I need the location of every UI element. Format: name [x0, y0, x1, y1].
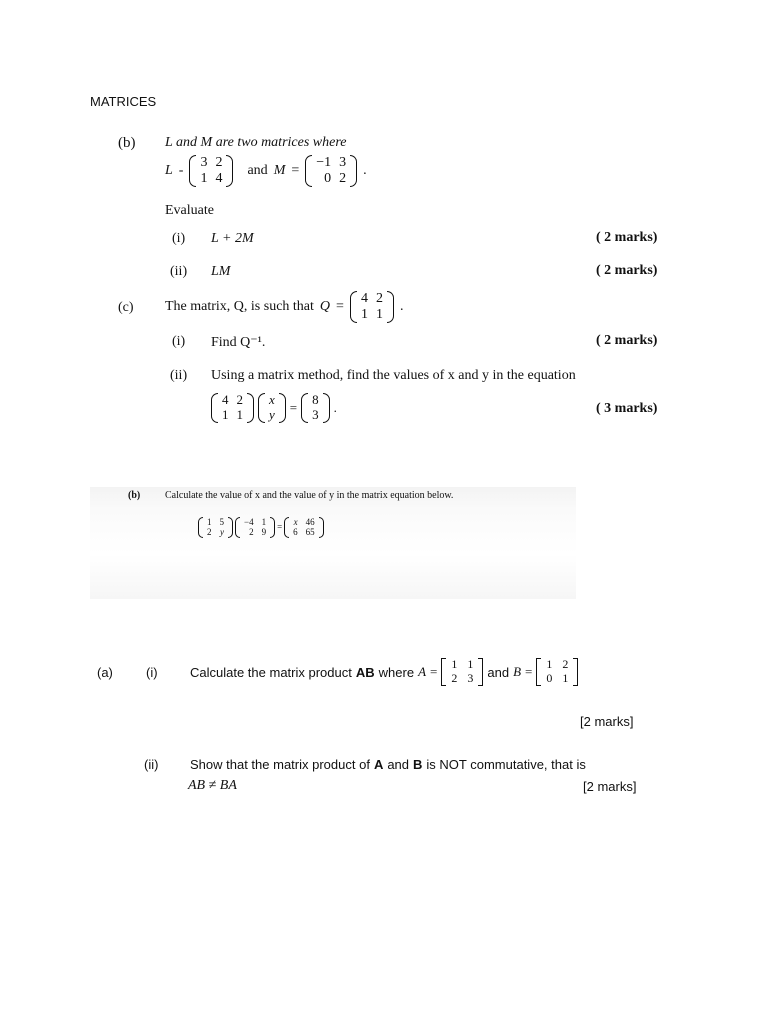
matrix-cell: 2 — [451, 671, 458, 685]
subq-a-i-label: (i) — [146, 665, 158, 680]
product-ab: AB — [355, 664, 375, 680]
matrix-equation — [211, 386, 337, 430]
matrix-a-ref: A — [373, 757, 384, 772]
matrix-b — [536, 658, 578, 686]
matrix-cell: 2 — [375, 290, 383, 306]
matrix-cell: −4 — [244, 517, 254, 527]
matrix-cell: −1 — [316, 155, 332, 170]
question-text: Show that the matrix product of — [190, 757, 370, 772]
subq-ii-expression: LM — [211, 264, 231, 279]
where-word: where — [378, 664, 415, 680]
matrix-constants — [301, 393, 330, 423]
matrix-cell: x — [293, 517, 298, 527]
subq-c-i-text: Find Q⁻¹. — [211, 335, 266, 350]
scanned-matrix-1 — [198, 517, 233, 538]
matrix-cell: 3 — [339, 155, 347, 170]
scanned-question-text: Calculate the value of x and the value of y in the matrix equation below. — [165, 490, 454, 501]
matrix-m — [305, 155, 357, 187]
matrix-a-name: A — [418, 664, 427, 679]
matrix-cell: 2 — [339, 171, 347, 187]
matrix-cell: 2 — [215, 155, 223, 170]
matrix-cell: 1 — [222, 407, 229, 422]
matrix-cell: 8 — [312, 392, 319, 408]
matrix-cell: 9 — [261, 527, 267, 538]
matrix-cell: 2 — [236, 392, 243, 408]
matrix-cell: 46 — [305, 517, 315, 527]
matrix-cell: y — [220, 527, 224, 538]
matrix-cell: 2 — [562, 657, 569, 672]
subq-i-label: (i) — [172, 231, 186, 246]
matrix-cell: 1 — [200, 171, 208, 187]
matrix-cell: 4 — [222, 392, 229, 408]
subq-ii-label: (ii) — [170, 264, 188, 279]
subq-c-i-label: (i) — [172, 334, 186, 349]
matrix-cell: 6 — [293, 527, 298, 538]
matrix-cell: 1 — [562, 671, 569, 685]
scanned-question-panel — [90, 487, 576, 599]
scanned-matrix-equation — [198, 517, 324, 538]
matrix-cell: 0 — [324, 171, 332, 187]
matrix-cell: 1 — [546, 657, 553, 672]
matrix-cell: 1 — [261, 517, 267, 527]
subq-c-i-marks: ( 2 marks) — [596, 333, 658, 348]
matrix-cell: 1 — [207, 517, 212, 527]
matrix-cell: y — [269, 407, 275, 422]
equals-sign: = — [336, 299, 344, 314]
commutative-question — [190, 757, 586, 772]
equals-sign: - — [178, 163, 184, 179]
matrix-cell: 3 — [312, 407, 319, 422]
subq-c-ii-text: Using a matrix method, find the values of x and y in the equation — [211, 368, 576, 383]
matrix-cell: x — [269, 392, 275, 408]
matrix-cell: 1 — [451, 657, 458, 672]
matrix-product-question — [190, 655, 578, 689]
matrix-m-name: M — [273, 163, 286, 179]
matrices-definition — [165, 155, 367, 187]
matrix-coefficients — [211, 393, 254, 423]
question-text: Calculate the matrix product — [190, 664, 352, 680]
and-word: and — [247, 163, 268, 179]
equals-sign: = — [430, 664, 438, 679]
period: . — [363, 163, 367, 179]
matrix-cell: 2 — [249, 527, 254, 538]
subq-i-expression: L + 2M — [211, 231, 254, 246]
scanned-question-label: (b) — [128, 490, 141, 501]
matrix-cell: 3 — [200, 155, 208, 170]
subq-c-ii-marks: ( 3 marks) — [596, 401, 658, 416]
question-text: is NOT commutative, that is — [426, 757, 586, 772]
period: . — [333, 400, 337, 415]
subq-ii-marks: ( 2 marks) — [596, 263, 658, 278]
matrix-l-name: L — [165, 163, 173, 179]
matrix-cell: 1 — [360, 307, 368, 322]
question-b-label: (b) — [118, 135, 136, 151]
scanned-matrix-3 — [284, 517, 324, 538]
equals-sign: = — [291, 163, 300, 179]
subq-i-marks: ( 2 marks) — [596, 230, 658, 245]
and-word: and — [487, 664, 510, 680]
matrix-b-ref: B — [413, 757, 423, 772]
evaluate-label: Evaluate — [165, 203, 214, 218]
matrix-l — [189, 155, 233, 187]
subq-a-ii-label: (ii) — [144, 757, 159, 772]
subq-c-ii-label: (ii) — [170, 368, 188, 383]
matrix-b-name: B — [513, 664, 522, 679]
matrix-q — [350, 291, 394, 323]
equals-sign: = — [277, 522, 283, 533]
question-b-intro: L and M are two matrices where — [165, 135, 347, 150]
question-c-label: (c) — [118, 300, 134, 315]
matrix-cell: 2 — [207, 527, 212, 538]
matrix-cell: 4 — [215, 171, 223, 187]
period: . — [399, 299, 404, 314]
scanned-matrix-2 — [235, 517, 275, 538]
matrix-cell: 3 — [467, 671, 474, 685]
and-word: and — [387, 757, 410, 772]
matrix-q-definition — [165, 287, 403, 327]
page-heading: MATRICES — [90, 94, 157, 109]
matrix-cell: 4 — [360, 290, 368, 306]
matrix-a — [441, 658, 483, 686]
question-c-text: The matrix, Q, is such that — [165, 299, 314, 314]
question-a-label: (a) — [97, 665, 113, 680]
matrix-cell: 1 — [375, 307, 383, 322]
matrix-cell: 1 — [467, 657, 474, 672]
matrix-cell: 5 — [219, 517, 224, 527]
equals-sign: = — [525, 664, 533, 679]
equals-sign: = — [289, 400, 298, 415]
matrix-cell: 65 — [305, 527, 315, 538]
subq-a-ii-marks: [2 marks] — [583, 779, 637, 794]
subq-a-i-marks: [2 marks] — [580, 714, 634, 729]
inequality-expression: AB ≠ BA — [188, 778, 237, 793]
matrix-cell: 1 — [236, 407, 243, 422]
matrix-cell: 0 — [546, 671, 553, 685]
matrix-unknowns — [258, 393, 286, 423]
matrix-q-name: Q — [319, 299, 331, 314]
